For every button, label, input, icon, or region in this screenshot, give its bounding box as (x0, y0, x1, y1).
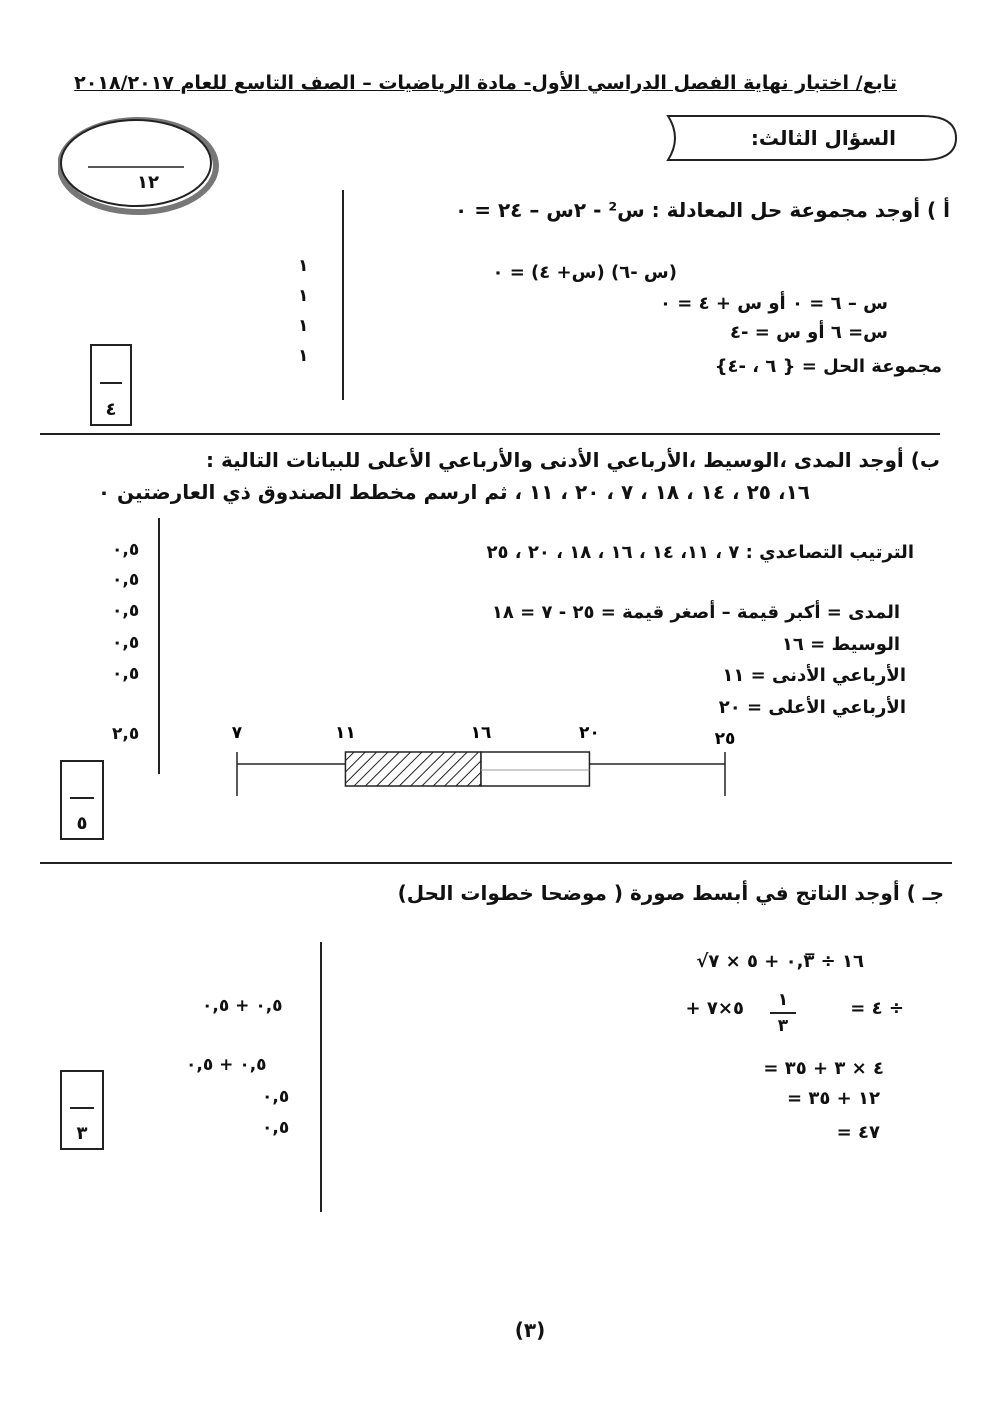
part-b-mark: ٠,٥ (112, 540, 140, 560)
part-c-fraction (770, 990, 796, 1036)
boxplot-label-max: ٢٥ (714, 729, 736, 749)
part-c-line-4: = ١٢ + ٣٥ (787, 1088, 880, 1109)
box-lower-half (345, 752, 481, 786)
page-number: (٣) (514, 1318, 546, 1342)
median-line: الوسيط = ١٦ (781, 634, 900, 655)
boxplot-label-q1: ١١ (335, 723, 356, 743)
part-b-mark: ٠,٥ (112, 633, 140, 653)
part-b-score-box (60, 760, 104, 840)
boxplot-label-min: ٧ (231, 723, 243, 743)
part-a-step-2: س – ٦ = ٠ أو س + ٤ = ٠ (660, 293, 888, 314)
q3-line: الأرباعي الأعلى = ٢٠ (718, 697, 906, 718)
part-a-step-1: (س -٦) (س+ ٤) = ٠ (492, 262, 677, 283)
part-c-prompt: جـ ) أوجد الناتج في أبسط صورة ( موضحا خطوات الحل) (397, 881, 944, 905)
q1-line: الأرباعي الأدنى = ١١ (722, 665, 906, 686)
part-a-step-3: س= ٦ أو س = -٤ (729, 322, 888, 343)
boxplot-label-median: ١٦ (470, 723, 492, 743)
range-line: المدى = أكبر قيمة – أصغر قيمة = ٢٥ - ٧ = ١٨ (491, 602, 900, 623)
part-a-mark: ١ (298, 286, 309, 306)
part-a-prompt: أ ) أوجد مجموعة حل المعادلة : س² - ٢س – ٢٤ = ٠ (455, 198, 950, 222)
part-c-line-3: = ٤ × ٣ + ٣٥ (763, 1058, 884, 1079)
part-b-mark: ٠,٥ (112, 601, 140, 621)
part-a-score-box (90, 344, 132, 426)
total-score-oval (58, 116, 220, 216)
part-b-mark: ٢,٥ (112, 724, 140, 744)
sorted-data: الترتيب التصاعدي : ٧ ، ١١، ١٤ ، ١٦ ، ١٨ ، ٢٠ ، ٢٥ (486, 542, 914, 563)
part-b-data: ١٦، ٢٥ ، ١٤ ، ١٨ ، ٧ ، ٢٠ ، ١١ ، ثم ارسم مخطط الصندوق ذي العارضتين ٠ (97, 480, 810, 504)
page-header: تابع/ اختبار نهاية الفصل الدراسي الأول- مادة الرياضيات – الصف التاسع للعام ٢٠١٨/٢٠١٧ (74, 72, 897, 94)
part-a-mark: ١ (298, 346, 309, 366)
total-score: ١٢ (137, 172, 159, 193)
part-c-mark: ٠,٥ + ٠,٥ (202, 996, 283, 1016)
part-a-step-4: مجموعة الحل = { ٦ ، -٤} (714, 356, 942, 377)
part-c-line-2-right: + ٥×٧ (685, 998, 744, 1019)
question-title: السؤال الثالث: (750, 126, 896, 150)
part-c-line-5: = ٤٧ (836, 1122, 880, 1143)
part-b-score: ٥ (76, 813, 88, 834)
part-c-score: ٣ (76, 1123, 88, 1144)
part-a-score: ٤ (105, 399, 117, 420)
boxplot-label-q3: ٢٠ (579, 723, 600, 743)
part-a-mark: ١ (298, 316, 309, 336)
box-plot (225, 722, 785, 802)
part-b-prompt: ب) أوجد المدى ،الوسيط ،الأرباعي الأدنى والأرباعي الأعلى للبيانات التالية : (206, 448, 940, 472)
fraction-denominator: ٣ (777, 1016, 789, 1036)
fraction-numerator: ١ (777, 990, 789, 1010)
part-c-mark: ٠,٥ (262, 1118, 290, 1138)
part-b-mark: ٠,٥ (112, 570, 140, 590)
box-upper-half (481, 752, 589, 786)
part-c-score-box (60, 1070, 104, 1150)
part-b-mark: ٠,٥ (112, 664, 140, 684)
part-c-mark: ٠,٥ (262, 1087, 290, 1107)
part-c-mark: ٠,٥ + ٠,٥ (186, 1055, 267, 1075)
part-c-line-2-left: = ٤ ÷ (850, 998, 904, 1019)
part-c-line-1: √١٦ ÷ ٠,٣̅ + ٥ × ٧ (696, 951, 864, 972)
part-a-mark: ١ (298, 256, 309, 276)
